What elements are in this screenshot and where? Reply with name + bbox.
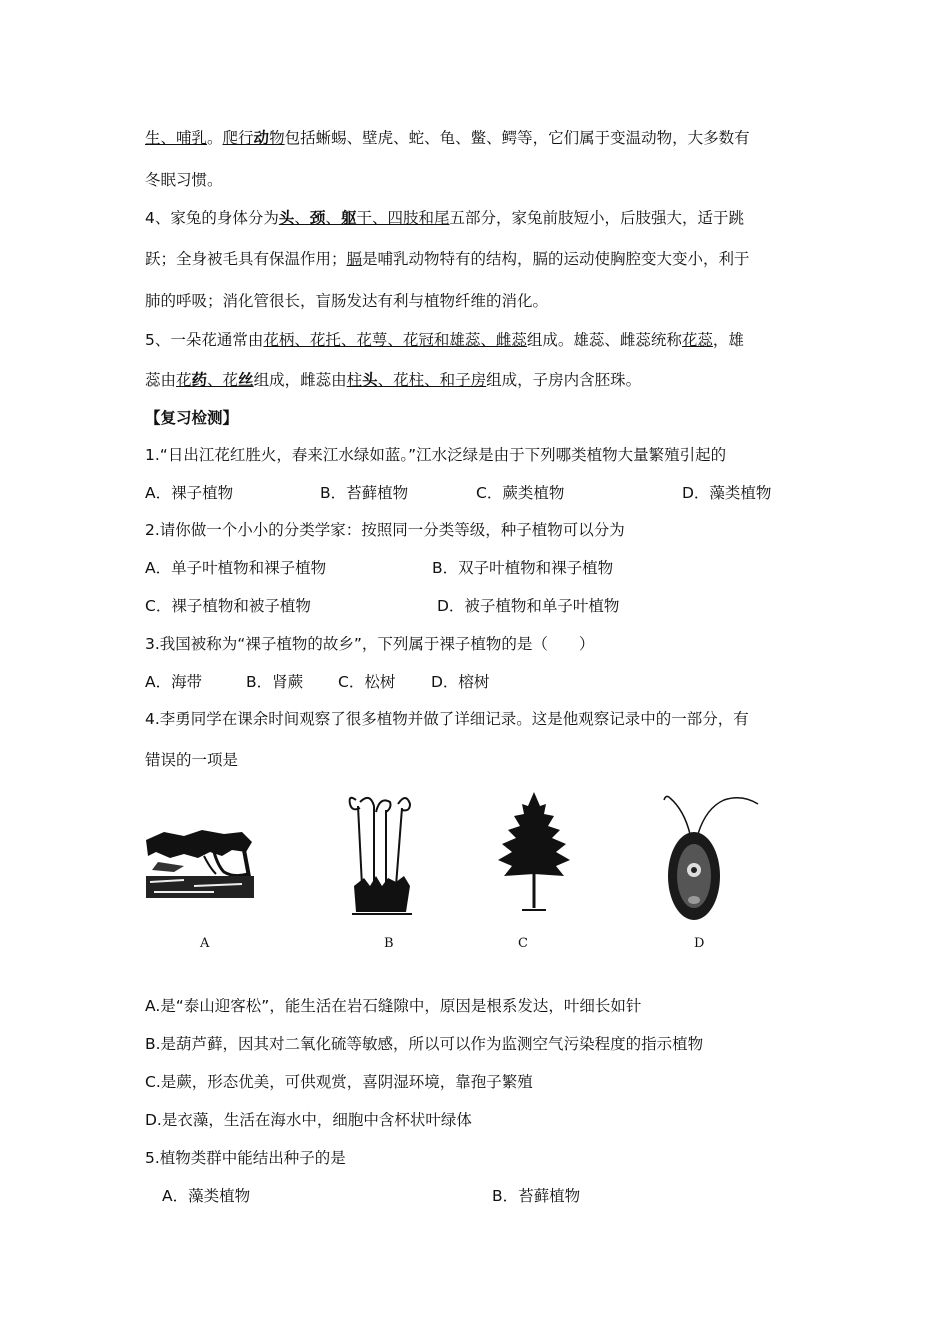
p5-line-1 bbox=[145, 328, 744, 350]
text: 、 bbox=[325, 209, 341, 227]
text: 5、一朵花通常由 bbox=[145, 331, 264, 349]
q5-option-a: A．藻类植物 bbox=[162, 1187, 251, 1205]
p4-line-1 bbox=[145, 206, 744, 228]
q2-option-c: C．裸子植物和被子植物 bbox=[145, 597, 311, 615]
figure-label-b: B bbox=[384, 936, 394, 951]
p5-line-2 bbox=[145, 368, 641, 390]
text-anther-bold: 药 bbox=[191, 371, 208, 389]
question-4-line-1: 4.李勇同学在课余时间观察了很多植物并做了详细记录。这是他观察记录中的一部分，有 bbox=[145, 710, 749, 728]
text: 组成，子房内含胚珠。 bbox=[486, 371, 642, 389]
text: 、花 bbox=[207, 371, 239, 389]
q2-option-b: B．双子叶植物和裸子植物 bbox=[432, 559, 614, 577]
q4-option-b: B.是葫芦藓，因其对二氧化硫等敏感，所以可以作为监测空气污染程度的指示植物 bbox=[145, 1035, 704, 1053]
text: 组成，雌蕊 bbox=[253, 371, 332, 389]
q1-option-d: D．藻类植物 bbox=[682, 484, 772, 502]
text: 组成。雄蕊、雌蕊统称 bbox=[526, 331, 682, 349]
text: 蕊由 bbox=[145, 371, 177, 389]
text-neck: 颈 bbox=[309, 209, 326, 227]
text: 4、家兔的身体分为 bbox=[145, 209, 279, 227]
figure-label-a: A bbox=[200, 936, 210, 951]
q3-option-a: A．海带 bbox=[145, 673, 203, 691]
p4-line-2 bbox=[145, 247, 750, 269]
q1-option-a: A．裸子植物 bbox=[145, 484, 234, 502]
question-5: 5.植物类群中能结出种子的是 bbox=[145, 1149, 346, 1167]
figure-d-chlamydomonas bbox=[654, 790, 762, 922]
text: 跃；全身被毛具有保温作用； bbox=[145, 250, 347, 268]
p4-line-3: 肺的呼吸；消化管很长，盲肠发达有利与植物纤维的消化。 bbox=[145, 292, 549, 310]
text: 由 bbox=[331, 371, 347, 389]
intro-line-1 bbox=[145, 126, 750, 148]
q3-option-d: D．榕树 bbox=[431, 673, 490, 691]
intro-line-2: 冬眠习惯。 bbox=[145, 171, 223, 189]
question-2: 2.请你做一个小小的分类学家：按照同一分类等级，种子植物可以分为 bbox=[145, 521, 625, 539]
q4-option-c: C.是蕨，形态优美，可供观赏，喜阴湿环境，靠孢子繁殖 bbox=[145, 1073, 533, 1091]
text: 五部分，家兔前肢短小，后肢强大，适于跳 bbox=[449, 209, 744, 227]
text-stamen-pistil: 花蕊 bbox=[681, 331, 713, 349]
text-anther: 花 bbox=[176, 371, 192, 389]
text: 。 bbox=[207, 129, 223, 147]
figure-label-c: C bbox=[518, 936, 528, 951]
q4-option-a: A.是“泰山迎客松”，能生活在岩石缝隙中，原因是根系发达，叶细长如针 bbox=[145, 997, 642, 1015]
q5-option-b: B．苔藓植物 bbox=[492, 1187, 581, 1205]
q2-option-d: D．被子植物和单子叶植物 bbox=[437, 597, 620, 615]
text-diaphragm: 膈 bbox=[346, 250, 363, 268]
text-head: 头 bbox=[278, 209, 295, 227]
question-1: 1.“日出江花红胜火，春来江水绿如蓝。”江水泛绿是由于下列哪类植物大量繁殖引起的 bbox=[145, 446, 727, 464]
text: ，雄 bbox=[712, 331, 744, 349]
question-4-line-2: 错误的一项是 bbox=[145, 751, 239, 769]
text-mammal: 生、哺乳 bbox=[145, 129, 208, 147]
text: 、 bbox=[294, 209, 310, 227]
text-filament-bold: 丝 bbox=[238, 371, 254, 389]
review-heading: 【复习检测】 bbox=[145, 409, 239, 427]
q3-option-c: C．松树 bbox=[338, 673, 396, 691]
question-3: 3.我国被称为“裸子植物的故乡”，下列属于裸子植物的是（ ） bbox=[145, 635, 595, 653]
text-limbs: 干、四肢和尾 bbox=[356, 209, 450, 227]
text: 是哺乳动物特有的结构，膈的运动使胸腔变大变小，利于 bbox=[362, 250, 750, 268]
q1-option-b: B．苔藓植物 bbox=[320, 484, 409, 502]
figure-label-d: D bbox=[694, 936, 705, 951]
text-reptile: 爬行 bbox=[222, 129, 254, 147]
text-trunk: 躯 bbox=[340, 209, 357, 227]
q2-option-a: A．单子叶植物和裸子植物 bbox=[145, 559, 327, 577]
figure-c-fern bbox=[494, 790, 574, 918]
q4-option-d: D.是衣藻，生活在海水中，细胞中含杯状叶绿体 bbox=[145, 1111, 472, 1129]
q3-option-b: B．肾蕨 bbox=[246, 673, 304, 691]
figure-b-moss bbox=[340, 790, 422, 920]
q1-option-c: C．蕨类植物 bbox=[476, 484, 565, 502]
text-flower-parts: 花柄、花托、花萼、花冠和雄蕊、雌蕊 bbox=[263, 331, 527, 349]
text-stigma: 柱 bbox=[346, 371, 363, 389]
text-reptile-bold: 动 bbox=[253, 129, 270, 147]
text-style-ovary: 、花柱、和子房 bbox=[377, 371, 487, 389]
text: 包括蜥蜴、壁虎、蛇、龟、鳖、鳄等，它们属于变温动物，大多数有 bbox=[284, 129, 750, 147]
text-reptile-end: 物 bbox=[269, 129, 285, 147]
figure-a-pine-on-rock bbox=[144, 822, 256, 900]
text-stigma-bold: 头 bbox=[362, 371, 378, 389]
